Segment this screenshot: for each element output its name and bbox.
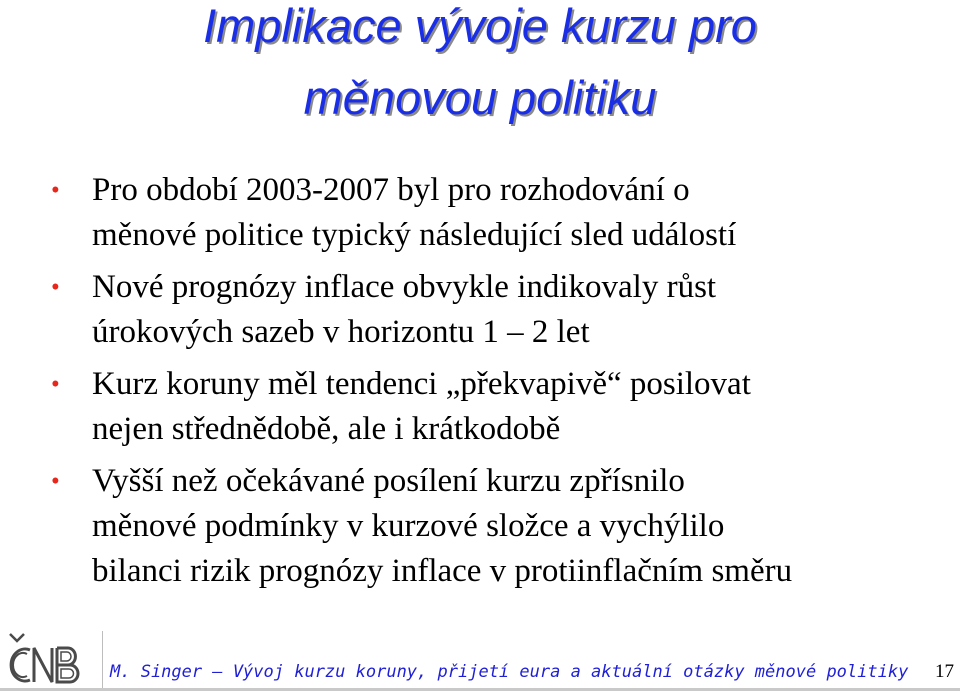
bullet-icon: • (51, 371, 60, 398)
cnb-logo-icon (2, 628, 84, 690)
footer-divider (102, 631, 103, 688)
bullet-text-line: Kurz koruny měl tendenci „překvapivě“ posilovat (92, 366, 751, 402)
bullet-icon: • (51, 274, 60, 301)
bullet-text-line: měnové politice typický následující sled událostí (92, 217, 737, 253)
bullet-text-line: bilanci rizik prognózy inflace v protiinflačním směru (92, 553, 793, 589)
bullet-text-line: úrokových sazeb v horizontu 1 – 2 let (92, 314, 590, 350)
bullet-item (0, 265, 960, 355)
title-line: měnovou politiku (303, 71, 657, 124)
bullet-text-line: měnové podmínky v kurzové složce a vychýlilo (92, 508, 725, 544)
bullet-text-line: Pro období 2003-2007 byl pro rozhodování o (92, 172, 690, 208)
slide-title (0, 0, 960, 134)
bullet-text-line: Nové prognózy inflace obvykle indikovaly růst (92, 269, 717, 305)
bullet-text-line: Vyšší než očekávané posílení kurzu zpřísnilo (92, 463, 685, 499)
footer-text: M. Singer – Vývoj kurzu koruny, přijetí eura a aktuální otázky měnové politiky (110, 662, 909, 682)
bullet-list (0, 168, 960, 601)
bullet-item (0, 168, 960, 258)
bullet-text-line: nejen střednědobě, ale i krátkodobě (92, 411, 561, 447)
bullet-item (0, 459, 960, 594)
bullet-icon: • (51, 468, 60, 495)
title-line: Implikace vývoje kurzu pro (203, 0, 757, 52)
bullet-icon: • (51, 177, 60, 204)
bullet-item (0, 362, 960, 452)
page-number: 17 (935, 661, 954, 682)
